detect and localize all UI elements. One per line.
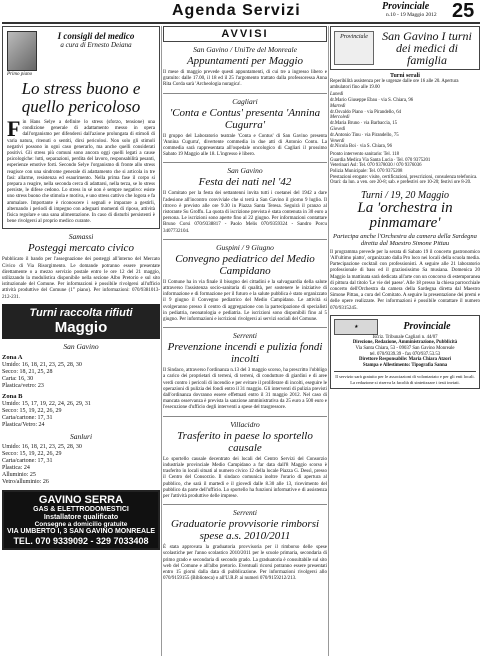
newspaper-logo: Provinciale [382,1,430,12]
doctor-name: dr.Mario Giuseppe Ebau [330,97,378,103]
zone-line: Secco: 15, 19, 22, 26, 29 [2,450,62,457]
article-title: Graduatorie provvisorie rimborsi spese a.s. 2010/2011 [170,518,320,543]
note-line: Prestazioni erogate: visite, certificazioni, prescrizioni, consulenza telefonica. Orari: da lun. a ven. ore 20-8; sab. e prefestivi ore 10-20; festivi ore 8-20. [330,174,478,186]
doctor-address: via Pirandello, 75 [364,132,399,138]
zone-name: Zona A [2,353,23,361]
author-photo [7,31,37,71]
publisher-line: Direzione, Redazione, Amministrazione, Pubblicità [352,340,458,346]
doctor-day: Venerdì [330,138,345,144]
article-city: Serrenti [233,331,257,341]
article [163,166,327,234]
zone-line: Secco: 18, 21, 25, 28 [2,368,53,375]
article-city: Cagliari [232,96,258,106]
article-city: San Gavino [227,166,263,176]
article-body: Il Comune ha in via finale il bisogno dei cittadini e la salvaguardia della salute attraverso l'assistenza socio-sanitaria di qualità, per sostenere le iniziative di informazione e di formazione per il futuro e la salute pubblica è stato organizzato il 9 giugno il Convegno pediatrico del Medio Campidano. Le attività si svolgeranno presso il centro di aggregazione con la partecipazione di specialisti in pediatria, neonatologia e pediatria. Le iscrizioni sono disponibili fino al 5 giugno. Per informazioni e iscrizioni rivolgersi ai servizi sociali del Comune. [163,279,327,323]
turni-notes [330,152,480,186]
zone-line: Umido: 16, 18, 21, 23, 25, 28, 30 [2,443,82,450]
rifiuti-banner-month: Maggio [54,318,108,336]
publisher-line: Direttore Responsabile: Maria Chiara Atzori [358,357,451,363]
doctor-address: via Pirandello, 64 [367,109,402,115]
doctor-day: Giovedì [330,126,346,132]
doctor-name: dr.Nicola Boi [330,144,356,150]
rifiuti-banner-title: Turni raccolta rifiuti [29,306,133,319]
ad-line4: Consegne a domicilio gratuite [34,520,128,528]
article [163,243,327,323]
turni-date: Turni / 19, 20 Maggio [360,189,450,201]
note-line: Pronto intervento sanitario: Tel. 118 [330,152,400,158]
article [163,97,327,159]
ad-sub: GAS & ELETTRODOMESTICI [33,505,129,513]
sangavino-city: San Gavino [63,341,99,351]
column-divider [161,26,162,656]
note-line: Polizia Municipale: Tel. 070 9375208 [330,168,403,174]
samassi-city: Samassi [68,232,94,242]
publisher-line: Stampa e Allestimento: Tipografia Sanna [362,362,448,368]
turni-body: Il programma prevede per la serata di Sabato 19 il concerto gastronomico 'All'ultimo piatto', organizzato dalla Pro loco nei locali della scuola media. Partecipazione cocktail con professionisti. A seguire alle 21 laboratorio professionale di bass ed il graziosissimo Sa musiana. Domenica 20 Maggio la mattinata sarà dedicata all'arte con un concorso di estemporanea di pittura dal titolo 'Le vie del paese'. Alle 18 presso la chiesa parrocchiale concerto dell'Orchestra da camera della Sardegna diretta dal Maestro Simone Pittau, a cura del Comitato. A seguire la presentazione dei premi e delle opere realizzate. Per informazioni è possibile contattare il numero 070/9315245. [330,249,481,311]
column-middle [163,26,327,582]
medico-article [2,26,160,229]
article-title: 'Conta e Contus' presenta 'Annina Cugurra' [169,106,321,131]
turni-subtitle: Turni serali [390,73,420,79]
publisher-logo: ★ [334,319,378,335]
article-city: Serrenti [233,508,257,518]
article-city: San Gavino / UniTre del Monreale [193,45,297,54]
ad-phone: TEL. 070 9339092 - 329 7033408 [13,535,149,546]
zone-line: Alluminio: 25 [2,471,36,478]
header-rule [2,22,480,24]
publisher-line: tel. 070/9339.39 - fax 070/937.53.53 [369,351,441,357]
turni-header [330,26,480,70]
article-body: Il mese di maggio prevede questi appuntamenti, di cui tre a ingresso libero e gratuito: dalle 17.00, il 18 ed il 25 l'argomento trattato dalla professoressa Anna Rita Corda sarà 'Archeologia nuragica'. [163,70,327,88]
primo-piano-label: Primo piano [7,72,33,77]
doctor-address: via S. Chiara, 96 [359,144,392,150]
medico-author: a cura di Ernesto Deiana [60,41,132,49]
rifiuti-banner [2,304,160,339]
doctor-list: Lunedì dr.Mario Giuseppe Ebau · via S. Chiara, 96 Martedì dr.Osvaldo Piano · via Pirandello, 64 Mercoledì dr.Maria Bruno · via Barbaccia, 15 Giovedì dr.Antonio Tinu · via Pirandello, 75 Venerdì dr.Nicola Boi · via S. Chiara, 96 [330,92,414,150]
doctor-day: Mercoledì [330,115,350,121]
medico-body-text: in Hans Selye a definire lo stress (sforzo, tensione) una condizione generale di adattamento messo in opera dall'organismo per difendersi dall'azione prolungata di stimoli di varia natura, ritenuti o sentiti, dirsi pericolosi. Non solo gli stimoli negativi possono in ogni caso generarlo, ma anche quelli considerati positivi. Gli stress più comuni sono ancora oggi quelli legati a cause psicologiche: lutti, separazioni, perdita del lavoro, responsabilità pesanti, esperienze emotive forti. Secondo Selye l'organismo di fronte allo stress reagisce con una sindrome generale di adattamento che si articola in tre fasi: allarme, resistenza ed esaurimento. Nella prima fase il corpo si prepara a reagire, nella seconda cerca di adattarsi, nella terza, se lo stress persiste, le difese cedono. Lo stress in sé non è sempre negativo: esiste uno stress buono che stimola e motiva, e uno stress cattivo che logora e fa ammalare. Importante è riconoscere i segnali e imparare a gestirli, alternando i periodi di impegno con adeguati momenti di riposo, attività fisica regolare e una sana alimentazione. In caso di disturbi persistenti è bene rivolgersi al proprio medico curante. [7,120,155,225]
note-line: Veterinari Asl: Tel. 070 9378030 / 070 9376036 [330,163,422,169]
zone-name: Zona B [2,392,23,400]
article-body: Il Sindaco, attraverso l'ordinanza n.13 del 3 maggio scorso, ha prescritto l'obbligo a carico dei proprietari di terreni, di terreni, di condutture di giardini e di aree verdi contro i pericoli di incendio e per evitare il proliferare di incolti, eseguire le operazioni di pulizia dei fondi entro il 31 maggio. Gli interventi di pulizia previsti dall'ordinanza dovranno essere effettuati entro il 31 maggio 2012. Nel caso di mancata osservanza è prevista la sanzione amministrativa da 25 euro a 500 euro e l'esecuzione d'ufficio degli interventi a spese del trasgressore. [163,368,327,411]
section-title: Agenda Servizi [172,2,301,19]
issue-date: n.10 - 19 Maggio 2012 [386,12,437,18]
zone-line: Carta/cartone: 17, 31 [2,457,53,464]
doctor-name: dr.Maria Bruno [330,121,360,127]
publisher-name: Provinciale [403,321,451,333]
zone-line: Carta/cartone: 17, 31 [2,414,53,421]
ad-address: VIA UMBERTO I, 3 SAN GAVINO MONREALE [6,527,156,535]
zone-line: Plastica: 24 [2,464,30,471]
gavino-serra-ad [2,490,160,550]
article-body: Il gruppo del Laboratorio teatrale 'Conta e Contus' di San Gavino presenta 'Annina Cugurra', divertente commedia in due atti di Antonio Contu. La commedia sarà rappresentata all'ospedale oncologico di Cagliari il prossimo Sabato 19 Maggio alle 18. L'ingresso è libero. [163,133,327,158]
article-body: È stata approvata la graduatoria provvisoria per il rimborso delle spese scolastiche per l'anno scolastico 2010/2011 per le scuole primaria, secondaria di primo grado e secondaria di secondo grado. La graduatoria è consultabile sul sito web del Comune e all'albo pretorio. Eventuali ricorsi potranno essere presentati entro 15 giorni dalla data di pubblicazione. Per informazioni rivolgersi allo 070/9159155 (Biblioteca) o all'U.R.P. ai numeri 070/9159212/213. [163,545,327,582]
publisher-line: Via Santa Chiara, 53 - 09037 San Gavino Monreale [355,345,455,351]
article-body: Lo sportello causale decentrato dei locali del Centro Servizi del Consorzio industriale provinciale Medio Campidano a far data dall'8 Maggio scorso è trasferito in locali situati al numero civico 12 della locale Piazza G. Dessì, presso il Centro del Consorzio. Il sindaco comunica inoltre l'orario di apertura al pubblico, che sarà il martedì e il giovedì dalle 8.30 alle 13, ricevimento del pubblico da parte dell'ufficio. Lo sportello ha funzioni informative e di assistenza per l'attività produttive delle imprese. [163,456,327,499]
ad-line3: Installatore qualificato [43,513,119,521]
article-city: Guspini / 9 Giugno [216,242,274,252]
provinciale-logo: Provinciale [334,31,374,65]
publisher-line: Iscriz. Tribunale Cagliari n. 44/07 [372,334,438,340]
article [163,45,327,89]
turni-intro: Reperibilità assistenza per le urgenze dalle ore 16 alle 20. Apertura ambulatori fino alle 19.00 [330,79,459,90]
doctor-address: via Barbaccia, 15 [363,121,398,127]
zone-line: Umido: 15, 17, 19, 22, 24, 26, 29, 31 [2,400,91,407]
article [163,420,327,500]
doctor-day: Lunedì [330,92,344,98]
doctor-address: via S. Chiara, 96 [381,97,414,103]
publisher-box [330,315,480,389]
zone-line: Plastica/vetro: 23 [2,382,44,389]
medico-kicker: I consigli del medico [57,31,135,41]
article-title: Appuntamenti per Maggio [186,55,304,67]
medico-header [7,31,155,71]
zone-line: Secco: 15, 19, 22, 26, 29 [2,407,62,414]
zone-line: Carta: 16, 30 [2,375,34,382]
avvisi-heading: AVVISI [163,26,327,42]
article-title: Prevenzione incendi e pulizia fondi incolti [167,341,323,366]
article-body: Il Comitato per la festa dei settantenni invita tutti i coetanei del 1942 a dare l'adesione all'incontro conviviale che si terrà a San Gavino il giorno 9 luglio. Il ritrovo è previsto alle ore 9.30 in Piazza Santa Teresa. Seguirà il pranzo al ristorante Su Groffu. La quota di iscrizione prevista è stata contenuta in 30 euro a persona. Le iscrizioni sono aperte fino al 22 giugno. Per informazioni contattare Bruno Corsi 070/9338817 - Paolo Melis 070/9359324 - Sandro Porcu 3407732104. [163,191,327,234]
ad-name: GAVINO SERRA [38,493,124,506]
dropcap: F [7,116,21,141]
zone-line: Vetro/alluminio: 26 [2,478,49,485]
doctor-name: dr.Osvaldo Piano [330,109,364,115]
page-header [0,0,482,22]
turni-subheadline: Partecipa anche l'Orchestra da camera della Sardegna diretta dal Maestro Simone Pittau [333,232,477,248]
article [163,331,327,411]
note-line: Guardia Medica Via Santa Lucia · Tel. 070 9375201 [330,157,431,163]
samassi-title: Posteggi mercato civico [28,242,134,255]
article-title: Trasferito in paese lo sportello causale [177,429,313,454]
article-title: Festa dei nati nel '42 [198,176,292,189]
sanluri-city: Sanluri [69,431,93,441]
doctor-name: dr.Antonio Tinu [330,132,361,138]
turni-headline: La 'orchestra in pinmamare' [357,199,453,231]
sanluri-schedule [2,444,160,486]
turni-title: San Gavino I turni dei medici di famiglia [382,29,472,67]
zone-b [2,393,160,429]
article-title: Convegno pediatrico del Medio Campidano [175,252,315,277]
zone-line: Plastica/Vetro: 24 [2,421,45,428]
column-left [2,26,160,550]
article [163,508,327,582]
column-right [330,26,480,389]
medico-body [7,116,155,225]
doctor-day: Martedì [330,103,346,109]
samassi-body: Pubblicato il bando per l'assegnazione dei posteggi all'interno del Mercato Civico di Via Risorgimento. Le domande potranno essere presentate direttamente o a mezzo servizio postale entro le ore 12 del 21 maggio, utilizzando la modulistica disponibile nella sezione Albo Pretorio e sul sito istituzionale del Comune. Per informazioni è possibile rivolgersi all'ufficio attività produttive del Comune (1° piano). Per informazioni: 070/9381013-212-231. [2,257,160,300]
zone-line: Umido: 16, 18, 21, 23, 25, 28, 30 [2,361,82,368]
page-number: 25 [452,0,475,22]
article-city: Villacidro [230,419,260,429]
medico-title: Lo stress buono e quello pericoloso [21,79,141,116]
zone-a [2,354,160,390]
column-divider [328,26,329,656]
publisher-disclaimer: Il servizio sarà gratuito per le associazioni di volontariato e per gli enti locali. La redazione si riserva la facoltà di sintetizzare i testi inviati. [334,371,476,385]
